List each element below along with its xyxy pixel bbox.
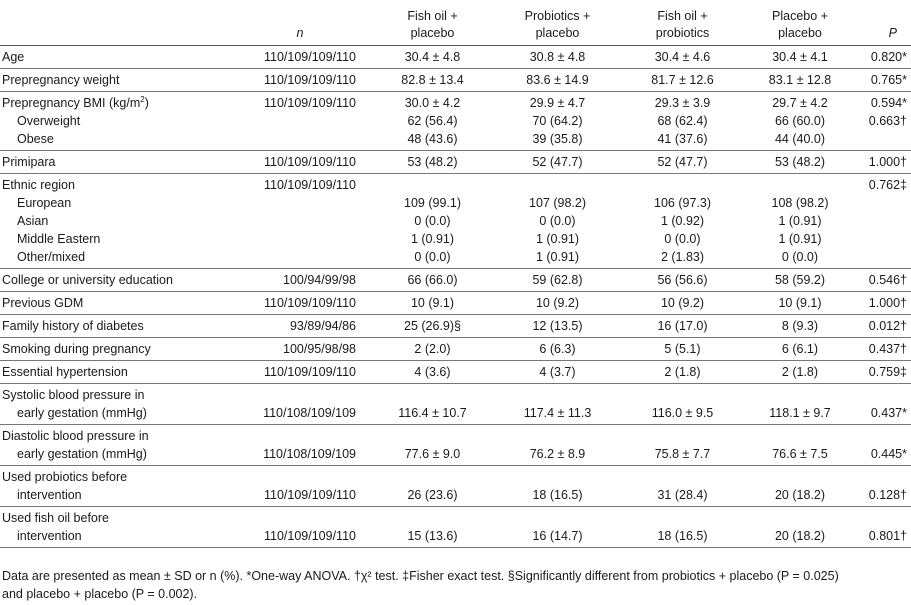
row-label-line: Used fish oil before xyxy=(2,511,110,525)
header-line: Placebo + xyxy=(772,9,828,23)
cell: 0 (0.0) xyxy=(370,248,495,269)
cell: 1 (0.91) xyxy=(410,232,455,246)
table-row xyxy=(0,269,911,292)
row-label: Middle Eastern xyxy=(17,232,101,246)
cell-n: 110/109/109/110 xyxy=(230,46,370,69)
cell: 15 (13.6) xyxy=(370,507,495,548)
cell-p xyxy=(855,212,911,230)
cell: 0 (0.0) xyxy=(745,248,855,269)
cell: 41 (37.6) xyxy=(620,130,745,151)
cell-n: 100/95/98/98 xyxy=(230,338,370,361)
header-n: n xyxy=(230,8,370,46)
row-label-line: Systolic blood pressure in xyxy=(2,388,145,402)
cell-n: 110/109/109/110 xyxy=(264,178,356,192)
cell-p: 1.000† xyxy=(855,151,911,174)
cell-n: 110/109/109/110 xyxy=(230,361,370,384)
header-fish-oil-placebo xyxy=(370,8,495,46)
header-line: Probiotics + xyxy=(524,9,591,23)
cell: 2 (1.8) xyxy=(620,361,745,384)
row-label-text: Prepregnancy BMI (kg/m xyxy=(2,96,141,110)
cell-p: 0.801† xyxy=(855,507,911,548)
cell: 44 (40.0) xyxy=(745,130,855,151)
cell-p: 0.437† xyxy=(855,338,911,361)
table-row xyxy=(0,315,911,338)
header-p: P xyxy=(855,8,911,46)
cell: 52 (47.7) xyxy=(620,151,745,174)
table-row xyxy=(0,466,911,507)
row-label xyxy=(0,466,230,507)
cell: 1 (0.92) xyxy=(660,214,705,228)
cell-n: 100/94/99/98 xyxy=(230,269,370,292)
table-row xyxy=(0,292,911,315)
header-row xyxy=(0,8,911,46)
table-row xyxy=(0,248,911,269)
cell: 30.4 ± 4.8 xyxy=(370,46,495,69)
cell: 66 (60.0) xyxy=(774,114,826,128)
row-label-line: Used probiotics before xyxy=(2,470,128,484)
row-label-line: intervention xyxy=(17,529,82,543)
table-row xyxy=(0,69,911,92)
cell-p: 1.000† xyxy=(855,292,911,315)
cell: 2 (1.83) xyxy=(620,248,745,269)
row-label-line: early gestation (mmHg) xyxy=(17,406,147,420)
cell: 81.7 ± 12.6 xyxy=(620,69,745,92)
cell: 53 (48.2) xyxy=(370,151,495,174)
cell: 12 (13.5) xyxy=(495,315,620,338)
row-label: Age xyxy=(0,46,230,69)
cell-p xyxy=(855,248,911,269)
cell: 48 (43.6) xyxy=(370,130,495,151)
cell: 29.9 ± 4.7 xyxy=(529,96,586,110)
cell: 4 (3.6) xyxy=(370,361,495,384)
cell: 109 (99.1) xyxy=(404,196,461,210)
cell: 1 (0.91) xyxy=(495,248,620,269)
cell: 0 (0.0) xyxy=(539,214,576,228)
cell: 117.4 ± 11.3 xyxy=(495,384,620,425)
cell: 31 (28.4) xyxy=(620,466,745,507)
row-label: Ethnic region xyxy=(2,178,75,192)
cell: 83.6 ± 14.9 xyxy=(495,69,620,92)
row-label: European xyxy=(17,196,72,210)
cell xyxy=(495,174,620,195)
header-line: Fish oil + xyxy=(657,9,708,23)
cell-p xyxy=(855,230,911,248)
cell: 116.0 ± 9.5 xyxy=(620,384,745,425)
row-label: Asian xyxy=(17,214,49,228)
cell: 77.6 ± 9.0 xyxy=(370,425,495,466)
cell: 39 (35.8) xyxy=(495,130,620,151)
cell: 18 (16.5) xyxy=(495,466,620,507)
row-label: Obese xyxy=(0,130,230,151)
cell: 4 (3.7) xyxy=(495,361,620,384)
table-row xyxy=(0,112,911,130)
cell-p: 0.128† xyxy=(855,466,911,507)
cell-n: 110/109/109/110 xyxy=(264,96,356,110)
superscript: 2 xyxy=(140,94,145,104)
cell: 29.3 ± 3.9 xyxy=(654,96,711,110)
cell: 83.1 ± 12.8 xyxy=(745,69,855,92)
cell xyxy=(745,174,855,195)
cell: 10 (9.1) xyxy=(745,292,855,315)
cell-n: 93/89/94/86 xyxy=(230,315,370,338)
table-row xyxy=(0,425,911,466)
row-label: Essential hypertension xyxy=(0,361,230,384)
footnote-line: and placebo + placebo (P = 0.002). xyxy=(2,587,198,601)
cell: 6 (6.3) xyxy=(495,338,620,361)
header-line: Fish oil + xyxy=(407,9,458,23)
row-label-line: intervention xyxy=(17,488,82,502)
cell-n xyxy=(230,248,370,269)
cell xyxy=(370,174,495,195)
cell-n: 110/109/109/110 xyxy=(230,69,370,92)
row-label-line: Diastolic blood pressure in xyxy=(2,429,149,443)
row-label xyxy=(0,425,230,466)
cell: 29.7 ± 4.2 xyxy=(772,96,828,110)
cell-p: 0.663† xyxy=(868,114,907,128)
cell xyxy=(620,174,745,195)
header-line: placebo xyxy=(535,26,580,40)
table-row xyxy=(0,338,911,361)
cell-p: 0.765* xyxy=(855,69,911,92)
cell-n: 110/109/109/110 xyxy=(230,466,370,507)
cell: 53 (48.2) xyxy=(745,151,855,174)
cell: 76.6 ± 7.5 xyxy=(745,425,855,466)
cell: 0 (0.0) xyxy=(414,214,451,228)
row-label: Smoking during pregnancy xyxy=(0,338,230,361)
cell-n: 110/108/109/109 xyxy=(230,425,370,466)
cell: 18 (16.5) xyxy=(620,507,745,548)
cell: 58 (59.2) xyxy=(745,269,855,292)
header-line: probiotics xyxy=(655,26,710,40)
cell: 66 (66.0) xyxy=(370,269,495,292)
table-footnote xyxy=(2,567,907,603)
table-row xyxy=(0,130,911,151)
cell-n xyxy=(230,212,370,230)
cell: 25 (26.9)§ xyxy=(370,315,495,338)
cell-p: 0.546† xyxy=(855,269,911,292)
row-label xyxy=(0,92,230,113)
cell: 10 (9.1) xyxy=(370,292,495,315)
cell-p: 0.012† xyxy=(855,315,911,338)
cell: 5 (5.1) xyxy=(620,338,745,361)
cell: 59 (62.8) xyxy=(495,269,620,292)
cell: 20 (18.2) xyxy=(745,466,855,507)
cell-p: 0.437* xyxy=(855,384,911,425)
table-row xyxy=(0,194,911,212)
cell-n xyxy=(230,112,370,130)
cell: 70 (64.2) xyxy=(532,114,583,128)
cell: 1 (0.91) xyxy=(778,232,822,246)
cell: 107 (98.2) xyxy=(529,196,586,210)
cell: 26 (23.6) xyxy=(370,466,495,507)
cell: 68 (62.4) xyxy=(657,114,708,128)
cell: 10 (9.2) xyxy=(495,292,620,315)
cell: 52 (47.7) xyxy=(495,151,620,174)
table-row xyxy=(0,174,911,195)
table-row xyxy=(0,92,911,113)
table-row xyxy=(0,507,911,548)
cell-p xyxy=(855,194,911,212)
cell: 108 (98.2) xyxy=(771,196,829,210)
cell: 30.4 ± 4.1 xyxy=(745,46,855,69)
cell: 30.8 ± 4.8 xyxy=(495,46,620,69)
table-row xyxy=(0,384,911,425)
cell: 2 (2.0) xyxy=(370,338,495,361)
cell: 6 (6.1) xyxy=(745,338,855,361)
cell: 16 (17.0) xyxy=(620,315,745,338)
cell: 30.4 ± 4.6 xyxy=(620,46,745,69)
header-empty xyxy=(0,8,230,46)
row-label: Overweight xyxy=(17,114,81,128)
cell-p: 0.759‡ xyxy=(855,361,911,384)
cell-n xyxy=(230,230,370,248)
row-label: Other/mixed xyxy=(0,248,230,269)
cell: 1 (0.91) xyxy=(535,232,580,246)
cell: 16 (14.7) xyxy=(495,507,620,548)
cell-p xyxy=(855,130,911,151)
header-line: placebo xyxy=(778,26,822,40)
cell: 106 (97.3) xyxy=(654,196,711,210)
cell: 0 (0.0) xyxy=(664,232,701,246)
cell: 10 (9.2) xyxy=(620,292,745,315)
header-probiotics-placebo xyxy=(495,8,620,46)
cell: 56 (56.6) xyxy=(620,269,745,292)
cell: 62 (56.4) xyxy=(407,114,458,128)
table-row xyxy=(0,151,911,174)
cell: 1 (0.91) xyxy=(778,214,822,228)
cell: 76.2 ± 8.9 xyxy=(495,425,620,466)
header-line: placebo xyxy=(410,26,455,40)
cell-p: 0.445* xyxy=(855,425,911,466)
cell: 82.8 ± 13.4 xyxy=(370,69,495,92)
table-row xyxy=(0,212,911,230)
table-row xyxy=(0,361,911,384)
row-label: Family history of diabetes xyxy=(0,315,230,338)
cell-n: 110/109/109/110 xyxy=(230,507,370,548)
cell: 8 (9.3) xyxy=(745,315,855,338)
row-label-line: early gestation (mmHg) xyxy=(17,447,147,461)
row-label: College or university education xyxy=(0,269,230,292)
header-placebo-placebo xyxy=(745,8,855,46)
row-label: Previous GDM xyxy=(0,292,230,315)
cell-n xyxy=(230,130,370,151)
cell-p: 0.762‡ xyxy=(868,178,907,192)
header-fish-oil-probiotics xyxy=(620,8,745,46)
cell-p: 0.594* xyxy=(870,96,907,110)
cell-n: 110/108/109/109 xyxy=(230,384,370,425)
row-label xyxy=(0,507,230,548)
cell: 118.1 ± 9.7 xyxy=(745,384,855,425)
row-label: Prepregnancy weight xyxy=(0,69,230,92)
table-row xyxy=(0,46,911,69)
cell: 20 (18.2) xyxy=(745,507,855,548)
cell-n: 110/109/109/110 xyxy=(230,292,370,315)
cell: 2 (1.8) xyxy=(745,361,855,384)
table-row xyxy=(0,230,911,248)
cell-n xyxy=(230,194,370,212)
cell-n: 110/109/109/110 xyxy=(230,151,370,174)
cell: 30.0 ± 4.2 xyxy=(404,96,461,110)
footnote-line: Data are presented as mean ± SD or n (%). *One-way ANOVA. †χ² test. ‡Fisher exact test. §Significantly different from probiotics + placebo (P = 0.025) xyxy=(2,569,839,583)
cell: 75.8 ± 7.7 xyxy=(620,425,745,466)
row-label-text: ) xyxy=(144,96,149,110)
cell: 116.4 ± 10.7 xyxy=(370,384,495,425)
cell-p: 0.820* xyxy=(855,46,911,69)
row-label: Primipara xyxy=(0,151,230,174)
row-label xyxy=(0,384,230,425)
baseline-characteristics-table xyxy=(0,8,911,548)
